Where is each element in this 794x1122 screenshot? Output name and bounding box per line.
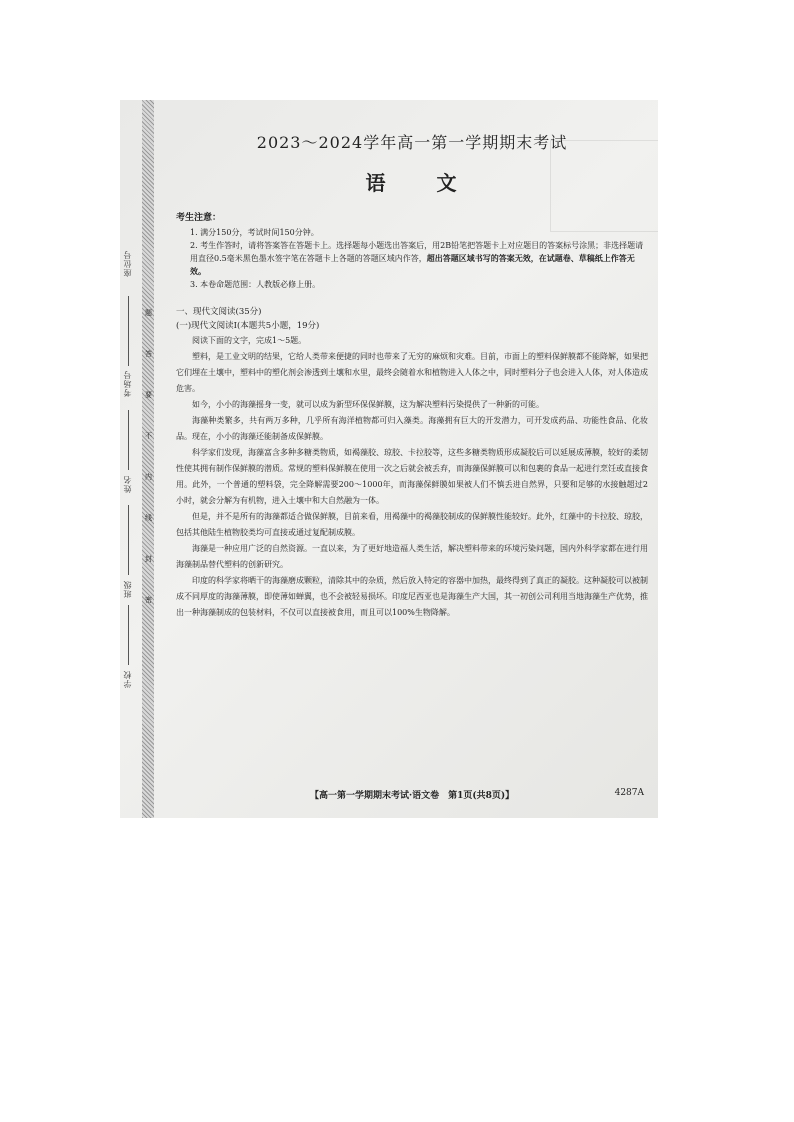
footer-label: 【高一第一学期期末考试·语文卷 第1页(共8页)】 xyxy=(310,791,515,801)
section-title: 一、现代文阅读(35分) xyxy=(176,307,262,317)
seat-blank xyxy=(128,296,129,366)
notice-list xyxy=(176,226,648,291)
passage-paragraph: 塑料，是工业文明的结果，它给人类带来便捷的同时也带来了无穷的麻烦和灾难。目前，市面上的塑料保鲜膜都不能降解，如果把它们埋在土壤中，塑料中的塑化剂会渗透到土壤和水里，最终会随着水和植物进入人体之中，同时塑料分子也会进入人体，对人体造成危害。 xyxy=(176,352,648,393)
notice-item: 3. 本卷命题范围：人教版必修上册。 xyxy=(190,280,321,289)
room-label: 考场号 xyxy=(123,370,132,397)
notice-heading: 考生注意： xyxy=(176,213,222,223)
seal-char: 要 xyxy=(145,391,152,399)
subsection-title: (一)现代文阅读Ⅰ(本题共5小题，19分) xyxy=(176,321,320,331)
class-label: 班级 xyxy=(123,580,132,598)
passage-paragraph: 如今，小小的海藻摇身一变，就可以成为新型环保保鲜膜，这为解决塑料污染提供了一种新的可能。 xyxy=(192,400,544,409)
exam-title: 2023～2024学年高一第一学期期末考试 xyxy=(256,133,568,152)
passage-paragraph: 海藻种类繁多，共有两万多种，几乎所有海洋植物都可归入藻类。海藻拥有巨大的开发潜力，可开发成药品、功能性食品、化妆品。现在，小小的海藻还能制备成保鲜膜。 xyxy=(176,416,648,441)
seal-char: 答 xyxy=(145,350,152,358)
seat-label: 座位号 xyxy=(123,250,132,277)
notice-item: 1. 满分150分，考试时间150分钟。 xyxy=(190,228,319,237)
passage-paragraph: 印度的科学家将晒干的海藻磨成颗粒，清除其中的杂质，然后放入特定的容器中加热，最终得到了真正的凝胶。这种凝胶可以被制成不同厚度的海藻薄膜，即使薄如蝉翼，也不会被轻易损坏。印度尼西亚也是海藻生产大国，其一初创公司利用当地海藻生产优势，推出一种海藻制成的包装材料，不仅可以直接被食用，而且可以100%生物降解。 xyxy=(176,576,648,617)
exam-content xyxy=(176,130,648,621)
paper-code: 4287A xyxy=(614,788,644,798)
seal-char: 封 xyxy=(145,555,152,563)
room-blank xyxy=(128,410,129,470)
exam-photo xyxy=(120,100,658,818)
class-blank xyxy=(128,605,129,665)
reading-instruction: 阅读下面的文字，完成1～5题。 xyxy=(192,336,307,345)
seal-char: 题 xyxy=(145,309,152,317)
binding-margin xyxy=(120,100,142,818)
passage-paragraph: 科学家们发现，海藻富含多种多糖类物质，如褐藻胶、琼胶、卡拉胶等，这些多糖类物质形成凝胶后可以延展成薄膜，较好的柔韧性使其拥有制作保鲜膜的潜质。常规的塑料保鲜膜在使用一次之后就会被丢弃，而海藻保鲜膜可以和包裹的食品一起进行烹饪或直接食用。此外，一个普通的塑料袋，完全降解需要200～1000年，而海藻保鲜膜如果被人们不慎丢进自然界，只要和足够的水接触超过2小时，就会分解为有机物，进入土壤中和大自然融为一体。 xyxy=(176,448,648,505)
notice-emphasis: 超出答题区域书写的答案无效，在试题卷、草稿纸上作答无效。 xyxy=(190,253,635,276)
seal-char: 密 xyxy=(145,596,152,604)
seal-char: 线 xyxy=(145,514,152,522)
name-blank xyxy=(128,505,129,575)
notice-item-text: 2. 考生作答时，请将答案答在答题卡上。选择题每小题选出答案后，用2B铅笔把答题卡上对应题目的答案标号涂黑；非选择题请用直径0.5毫米黑色墨水签字笔在答题卡上各题的答题区域内作答， xyxy=(190,241,644,263)
subject-title: 语 文 xyxy=(365,171,479,195)
notice-item xyxy=(190,239,648,278)
name-label: 姓名 xyxy=(123,475,132,493)
passage-paragraph: 但是，并不是所有的海藻都适合做保鲜膜，目前来看，用褐藻中的褐藻胶制成的保鲜膜性能较好。此外，红藻中的卡拉胶、琼胶，包括其他陆生植物胶类均可直接或通过复配制成膜。 xyxy=(176,512,648,537)
seal-char: 不 xyxy=(145,432,152,440)
school-label: 学校 xyxy=(123,670,132,688)
seal-line-text xyxy=(144,308,153,636)
passage-paragraph: 海藻是一种应用广泛的自然资源。一直以来，为了更好地造福人类生活，解决塑料带来的环境污染问题，国内外科学家都在进行用海藻制品替代塑料的创新研究。 xyxy=(176,544,648,569)
seal-char: 内 xyxy=(145,473,152,481)
